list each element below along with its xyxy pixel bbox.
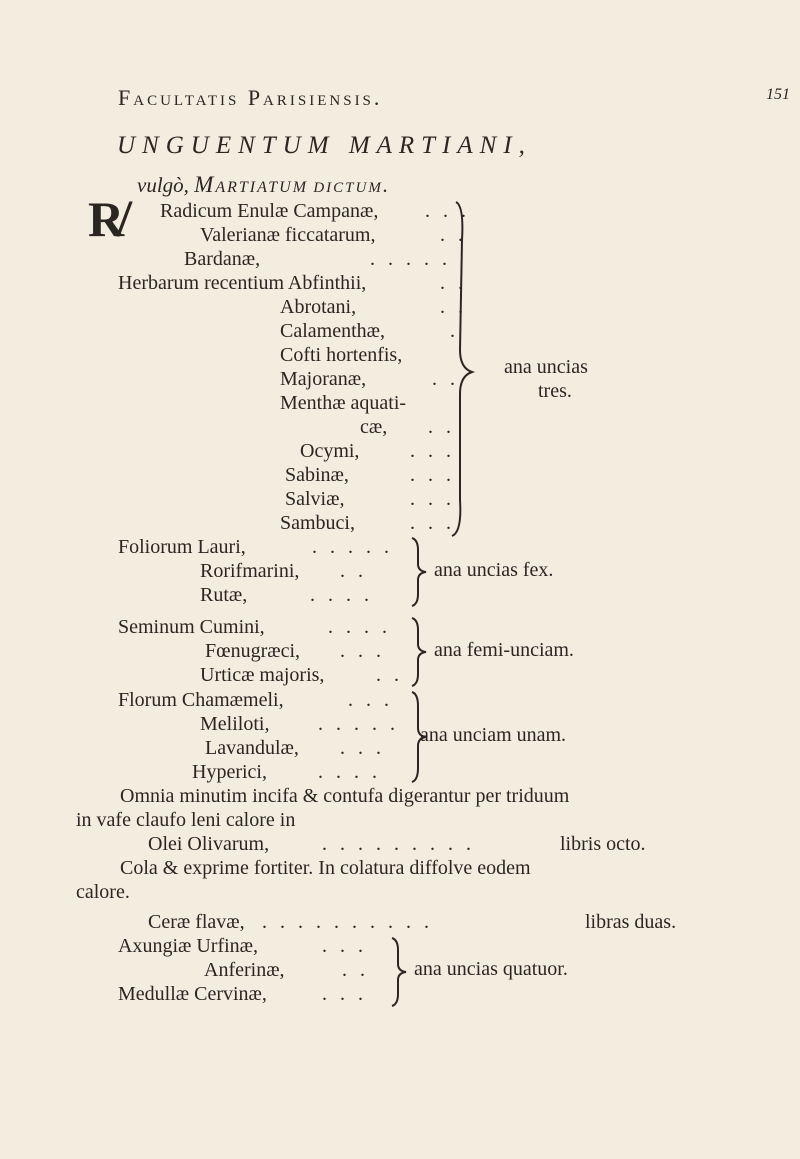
ingredient-head: Seminum: [118, 616, 195, 638]
leader-dots: . . . . .: [312, 536, 393, 558]
instruction-text: Omnia minutim incifa & contufa digerantur per triduum: [120, 785, 570, 807]
ingredient-line: Ceræ flavæ,: [148, 911, 245, 933]
subtitle-suffix: dictum.: [313, 173, 391, 197]
subtitle-name: Martiatum: [194, 172, 309, 197]
curly-brace: [448, 200, 498, 540]
leader-dots: .: [450, 320, 459, 342]
recipe-title: UNGUENTUM MARTIANI,: [117, 132, 532, 159]
ingredient-head: Radicum: [160, 200, 233, 222]
ingredient-line: Meliloti,: [200, 713, 270, 735]
ingredient-head: Herbarum: [118, 272, 200, 294]
curly-brace: [388, 936, 410, 1008]
ingredient-text: Enulæ Campanæ,: [237, 200, 379, 222]
leader-dots: . .: [340, 560, 367, 582]
ingredient-line: Lavandulæ,: [205, 737, 299, 759]
page-number: 151: [766, 86, 790, 103]
ingredient-line: Calamenthæ,: [280, 320, 385, 342]
ingredient-line: Rorifmarini,: [200, 560, 300, 582]
leader-dots: . . . .: [318, 761, 381, 783]
ingredient-line: Bardanæ,: [184, 248, 261, 270]
dose-note: ana femi-unciam.: [434, 639, 574, 661]
leader-dots: . . . . . . . . .: [322, 833, 475, 855]
ingredient-text: recentium Abfinthii,: [204, 272, 367, 294]
ingredient-line: [160, 199, 378, 223]
leader-dots: . . . . .: [370, 248, 451, 270]
dose-note: ana unciam unam.: [420, 724, 567, 746]
curly-brace: [408, 616, 430, 688]
ingredient-line: Rutæ,: [200, 584, 248, 606]
leader-dots: . . .: [322, 935, 367, 957]
leader-dots: . .: [428, 416, 455, 438]
leader-dots: . . .: [322, 983, 367, 1005]
leader-dots: . . . .: [328, 616, 391, 638]
ingredient-line: Medullæ Cervinæ,: [118, 983, 267, 1005]
ingredient-line: Cofti hortenfis,: [280, 344, 403, 366]
amount-text: libras duas.: [585, 911, 677, 933]
curly-brace: [408, 536, 430, 608]
dose-note: ana uncias fex.: [434, 559, 554, 581]
leader-dots: . . .: [340, 640, 385, 662]
ingredient-line: Urticæ majoris,: [200, 664, 325, 686]
ingredient-line: Abrotani,: [280, 296, 357, 318]
running-title: Facultatis Parisiensis.: [118, 85, 383, 110]
recipe-subtitle: [137, 172, 390, 198]
ingredient-line: cæ,: [360, 416, 388, 438]
leader-dots: . .: [342, 959, 369, 981]
dose-note: ana uncias quatuor.: [414, 958, 568, 980]
instruction-text: in vafe claufo leni calore in: [76, 809, 296, 831]
ingredient-line: Axungiæ Urfinæ,: [118, 935, 258, 957]
leader-dots: . .: [440, 224, 467, 246]
ingredient-head: Foliorum: [118, 536, 193, 558]
leader-dots: . . .: [410, 440, 455, 462]
leader-dots: . . .: [340, 737, 385, 759]
ingredient-line: Sambuci,: [280, 512, 355, 534]
leader-dots: . .: [440, 296, 467, 318]
leader-dots: . . . . .: [318, 713, 399, 735]
dose-note: tres.: [538, 380, 572, 402]
dose-note: ana uncias: [504, 356, 588, 378]
ingredient-line: Ocymi,: [300, 440, 360, 462]
leader-dots: . . .: [410, 512, 455, 534]
ingredient-line: Sabinæ,: [285, 464, 349, 486]
ingredient-line: [118, 688, 284, 712]
leader-dots: . . . . . . . . . .: [262, 911, 433, 933]
instruction-text: Cola & exprime fortiter. In colatura diffolve eodem: [120, 857, 531, 879]
instruction-text: Olei Olivarum,: [148, 833, 270, 855]
leader-dots: . . .: [425, 200, 470, 222]
ingredient-text: Cumini,: [199, 616, 265, 638]
ingredient-line: Menthæ aquati-: [280, 392, 407, 414]
ingredient-line: Fœnugræci,: [205, 640, 300, 662]
instruction-text: calore.: [76, 881, 130, 903]
leader-dots: . .: [432, 368, 459, 390]
leader-dots: . .: [376, 664, 403, 686]
leader-dots: . . .: [410, 464, 455, 486]
ingredient-text: Lauri,: [197, 536, 246, 558]
leader-dots: . . .: [410, 488, 455, 510]
ingredient-line: Valerianæ ficcatarum,: [200, 224, 376, 246]
recipe-symbol: R̸: [88, 191, 125, 247]
ingredient-text: Chamæmeli,: [181, 689, 284, 711]
amount-text: libris octo.: [560, 833, 646, 855]
ingredient-line: Anferinæ,: [204, 959, 285, 981]
ingredient-head: Florum: [118, 689, 177, 711]
subtitle-prefix: vulgò,: [137, 173, 189, 197]
ingredient-line: [118, 615, 265, 639]
leader-dots: . . .: [348, 689, 393, 711]
leader-dots: . . . .: [310, 584, 373, 606]
ingredient-line: [118, 535, 246, 559]
ingredient-line: Majoranæ,: [280, 368, 367, 390]
ingredient-line: Hyperici,: [192, 761, 267, 783]
leader-dots: . .: [440, 272, 467, 294]
ingredient-line: [118, 271, 366, 295]
ingredient-line: Salviæ,: [285, 488, 345, 510]
